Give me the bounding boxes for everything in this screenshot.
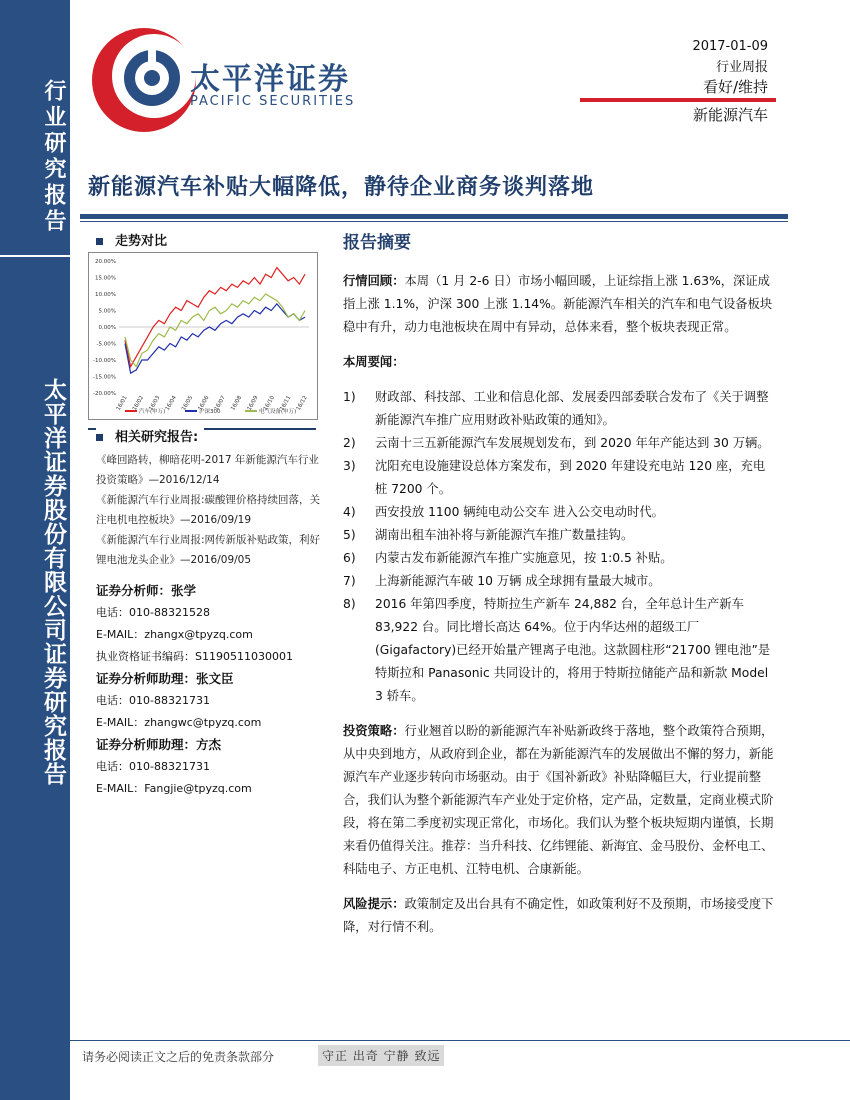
news-num: 4) bbox=[343, 505, 356, 519]
news-num: 7) bbox=[343, 574, 356, 588]
x-tick-label: 16/09 bbox=[246, 395, 260, 412]
related-item[interactable]: 《峰回路转，柳暗花明-2017 年新能源汽车行业投资策略》—2016/12/14 bbox=[96, 454, 319, 486]
risk-text: 政策制定及出台具有不确定性，如政策利好不及预期，市场接受度下降，对行情不利。 bbox=[343, 897, 774, 934]
news-text: 上海新能源汽车破 10 万辆 成全球拥有量最大城市。 bbox=[375, 574, 661, 588]
y-tick-label: -20.00% bbox=[93, 391, 116, 397]
sector-label: 新能源汽车 bbox=[692, 106, 768, 124]
news-text: 内蒙古发布新能源汽车推广实施意见，按 1:0.5 补贴。 bbox=[375, 551, 673, 565]
sidebar-top-label: 行业研究报告 bbox=[41, 79, 67, 235]
related-heading-text: 相关研究报告: bbox=[115, 430, 199, 445]
trend-chart bbox=[88, 252, 318, 420]
report-type: 行业周报 bbox=[715, 60, 768, 75]
analyst-email[interactable]: E-MAIL：zhangwc@tpyzq.com bbox=[96, 716, 262, 729]
y-tick-label: -15.00% bbox=[93, 374, 116, 381]
footer-rule bbox=[70, 1040, 850, 1041]
news-text: 湖南出租车油补将与新能源汽车推广数量挂钩。 bbox=[375, 528, 634, 542]
bullet-square-icon bbox=[96, 238, 103, 245]
news-text: 沈阳充电设施建设总体方案发布，到 2020 年建设充电站 120 座，充电桩 7200 个。 bbox=[375, 459, 766, 496]
analyst-phone: 电话：010-88321731 bbox=[96, 694, 210, 707]
sidebar-company-label: 太平洋证券股份有限公司证券研究报告 bbox=[40, 378, 67, 786]
legend-label: 电气设备(申万) bbox=[259, 409, 297, 415]
bullet-square-icon bbox=[96, 434, 103, 441]
analyst-email[interactable]: E-MAIL：zhangx@tpyzq.com bbox=[96, 628, 253, 641]
brand-name-en: PACIFIC SECURITIES bbox=[190, 94, 356, 109]
title-rule-thin bbox=[80, 221, 788, 222]
analyst-phone: 电话：010-88321731 bbox=[96, 760, 210, 773]
market-label: 行情回顾： bbox=[343, 274, 405, 288]
news-item bbox=[343, 432, 775, 455]
news-text: 财政部、科技部、工业和信息化部、发展委四部委联合发布了《关于调整新能源汽车推广应用财政补贴政策的通知》。 bbox=[375, 390, 769, 427]
y-tick-label: 5.00% bbox=[98, 308, 116, 315]
x-tick-label: 16/07 bbox=[213, 395, 227, 412]
strategy bbox=[343, 720, 775, 881]
y-tick-label: 10.00% bbox=[95, 292, 116, 298]
x-tick-label: 16/04 bbox=[164, 395, 178, 412]
news-num: 3) bbox=[343, 459, 356, 473]
sidebar-divider bbox=[0, 255, 70, 257]
news-num: 1) bbox=[343, 390, 356, 404]
strategy-label: 投资策略： bbox=[343, 724, 405, 738]
rating-underline bbox=[580, 98, 776, 102]
y-tick-label: -10.00% bbox=[93, 358, 116, 364]
brand-name-cn: 太平洋证券 bbox=[190, 62, 350, 97]
related-heading bbox=[96, 426, 204, 445]
report-title: 新能源汽车补贴大幅降低，静待企业商务谈判落地 bbox=[88, 174, 595, 200]
news-text: 2016 年第四季度，特斯拉生产新车 24,882 台，全年总计生产新车 83,922 台。同比增长高达 64%。位于内华达州的超级工厂(Gigafactory)已经开始量产锂离子电池。这款圆柱形“21700 锂电池”是特斯拉和 Panasonic 共同设计的，将用于特斯拉储能产品和新款 Model 3 轿车。 bbox=[375, 597, 771, 703]
report-meta bbox=[692, 36, 768, 58]
analyst-title: 证券分析师助理：张文臣 bbox=[96, 671, 234, 686]
analyst-title: 证券分析师助理：方杰 bbox=[96, 737, 222, 752]
news-num: 2) bbox=[343, 436, 356, 450]
trend-chart-svg bbox=[89, 253, 317, 419]
y-tick-label: 0.00% bbox=[98, 325, 116, 331]
x-tick-label: 16/11 bbox=[279, 395, 293, 412]
news-text: 西安投放 1100 辆纯电动公交车 进入公交电动时代。 bbox=[375, 505, 664, 519]
related-list bbox=[96, 450, 322, 570]
news-list bbox=[343, 386, 775, 708]
news-text: 云南十三五新能源汽车发展规划发布，到 2020 年年产能达到 30 万辆。 bbox=[375, 436, 770, 450]
x-tick-label: 16/10 bbox=[262, 395, 277, 412]
rating: 看好/维持 bbox=[702, 78, 768, 96]
series-line bbox=[125, 268, 305, 367]
x-tick-label: 16/03 bbox=[148, 395, 162, 412]
market-text: 本周（1 月 2-6 日）市场小幅回暖，上证综指上涨 1.63%，深证成指上涨 1.1%，沪深 300 上涨 1.14%。新能源汽车相关的汽车和电气设备板块稳中有升，动力电池板块在周中有异动，总体来看，整个板块表现正常。 bbox=[343, 274, 773, 334]
analyst-phone: 电话：010-88321528 bbox=[96, 606, 210, 619]
report-date: 2017-01-09 bbox=[692, 39, 768, 54]
market-review bbox=[343, 270, 775, 339]
news-num: 5) bbox=[343, 528, 356, 542]
analyst-email[interactable]: E-MAIL：Fangjie@tpyzq.com bbox=[96, 782, 252, 795]
x-tick-label: 16/08 bbox=[230, 395, 244, 412]
news-num: 8) bbox=[343, 597, 356, 611]
x-tick-label: 16/01 bbox=[115, 395, 129, 412]
y-tick-label: 15.00% bbox=[95, 275, 116, 282]
news-item bbox=[343, 501, 775, 524]
x-tick-label: 16/05 bbox=[181, 395, 195, 412]
footer-disclaimer[interactable]: 请务必阅读正文之后的免责条款部分 bbox=[82, 1050, 275, 1064]
news-item bbox=[343, 547, 775, 570]
news-num: 6) bbox=[343, 551, 356, 565]
series-line bbox=[125, 304, 305, 373]
risk-label: 风险提示： bbox=[343, 897, 405, 911]
x-tick-label: 16/06 bbox=[197, 395, 211, 412]
related-item[interactable]: 《新能源汽车行业周报:碳酸锂价格持续回落，关注电机电控板块》—2016/09/19 bbox=[96, 494, 321, 526]
strategy-text: 行业翘首以盼的新能源汽车补贴新政终于落地，整个政策符合预期，从中央到地方，从政府到企业，都在为新能源汽车的发展做出不懈的努力，新能源汽车产业逐步转向市场驱动。由于《国补新政》补贴降幅巨大，行业提前整合，我们认为整个新能源汽车产业处于定价格，定产品，定数量，定商业模式阶段，将在第二季度初实现正常化，市场化。我们认为整个板块短期内谨慎，长期来看仍值得关注。推荐：当升科技、亿纬锂能、新海宜、金马股份、金杯电工、科陆电子、方正电机、江特电机、合康新能。 bbox=[343, 724, 774, 876]
summary-heading: 报告摘要 bbox=[343, 233, 411, 253]
analyst-title: 证券分析师：张学 bbox=[96, 583, 197, 598]
news-item bbox=[343, 593, 775, 708]
summary-body bbox=[343, 270, 775, 951]
analyst-license: 执业资格证书编码：S1190511030001 bbox=[96, 650, 293, 663]
y-tick-label: -5.00% bbox=[96, 341, 116, 348]
news-heading: 本周要闻： bbox=[343, 355, 405, 369]
y-tick-label: 20.00% bbox=[95, 259, 116, 265]
risk bbox=[343, 893, 775, 939]
news-item bbox=[343, 386, 775, 432]
x-tick-label: 16/02 bbox=[131, 395, 146, 412]
news-item bbox=[343, 524, 775, 547]
title-rule bbox=[80, 214, 788, 219]
legend-label: 汽车(申万) bbox=[139, 409, 166, 415]
trend-heading bbox=[96, 230, 167, 249]
analyst-contacts bbox=[96, 580, 326, 800]
trend-heading-text: 走势对比 bbox=[115, 234, 168, 249]
related-item[interactable]: 《新能源汽车行业周报:网传新版补贴政策，利好锂电池龙头企业》—2016/09/05 bbox=[96, 534, 321, 566]
legend-label: 沪深300 bbox=[199, 409, 221, 415]
footer-motto: 守正 出奇 宁静 致远 bbox=[318, 1045, 444, 1066]
news-item bbox=[343, 455, 775, 501]
news-item bbox=[343, 570, 775, 593]
x-tick-label: 16/12 bbox=[295, 395, 309, 412]
